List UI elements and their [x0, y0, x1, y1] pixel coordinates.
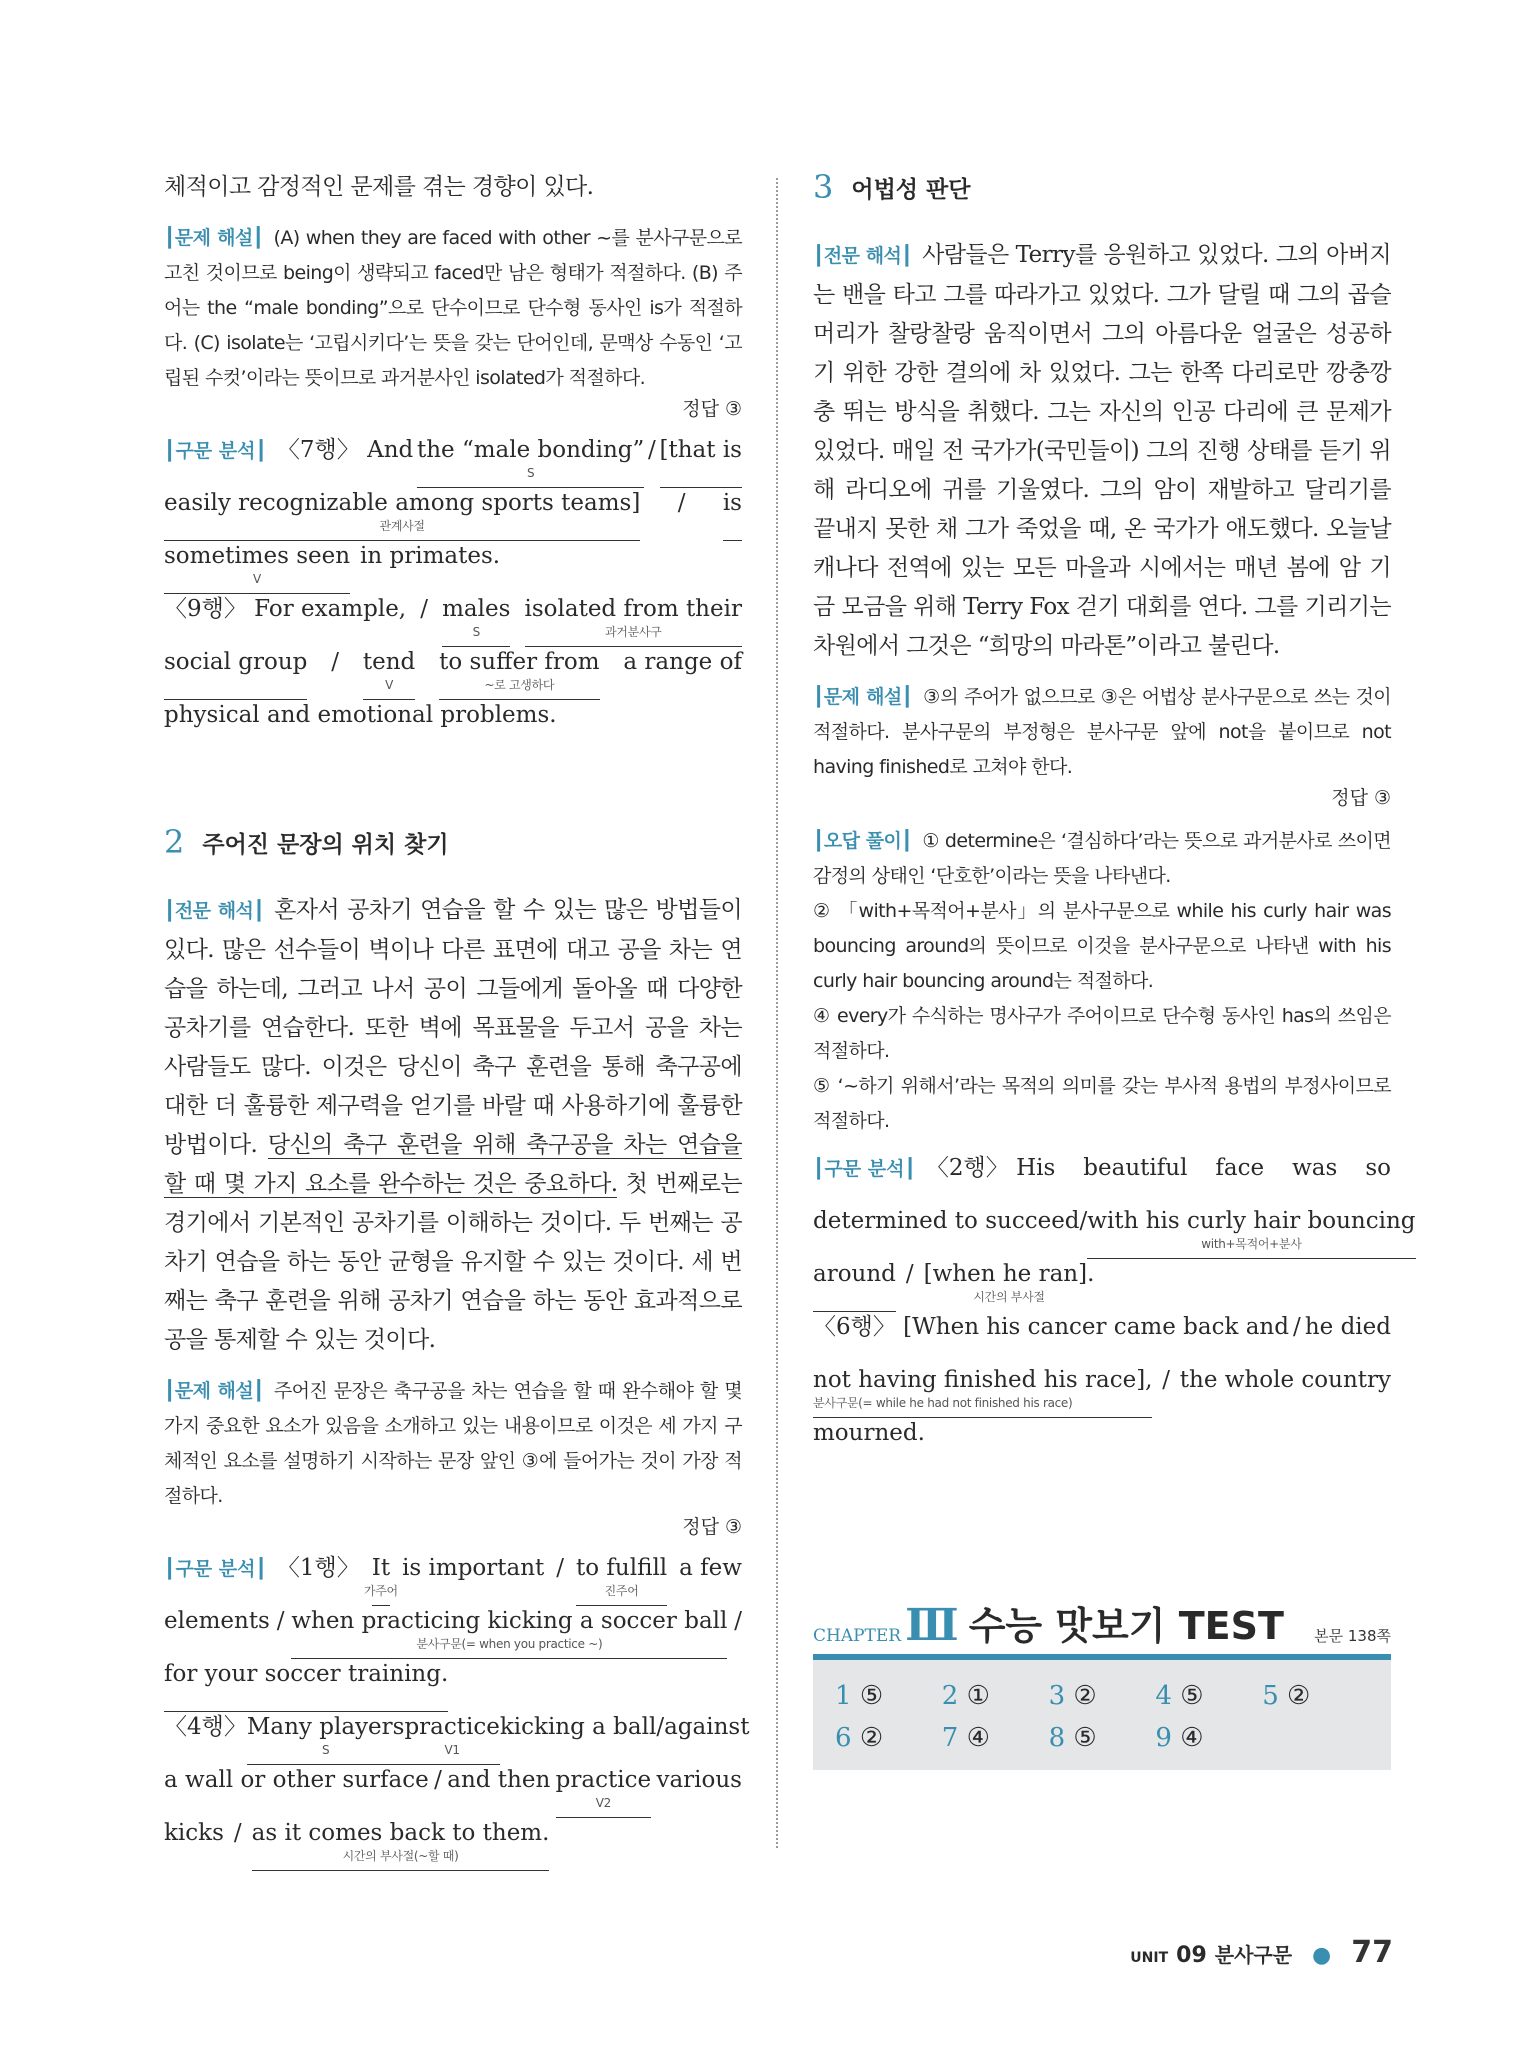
sec3-analysis — [813, 1153, 1416, 1456]
analysis-subject: males S — [442, 594, 510, 647]
page-footer — [1130, 1935, 1393, 1970]
grammar-note: 분사구문(= while he had not finished his race) — [813, 1396, 1073, 1410]
chapter-roman: Ⅲ — [905, 1600, 959, 1651]
grammar-note: 분사구문(= when you practice ~) — [416, 1637, 603, 1651]
analysis-word: the whole country — [1179, 1367, 1391, 1393]
section-number: 3 — [813, 168, 834, 206]
analysis-phrase: to suffer from ~로 고생하다 — [439, 647, 599, 700]
analysis-word: mourned. — [813, 1420, 925, 1446]
analysis-word: elements — [164, 1608, 270, 1634]
answer-grid — [813, 1660, 1391, 1770]
answer-value: ④ — [1180, 1723, 1204, 1753]
grammar-note: 시간의 부사절(~할 때) — [342, 1849, 459, 1863]
chapter-label: CHAPTER — [813, 1626, 902, 1646]
analysis-phrase: for your soccer training. — [164, 1659, 448, 1712]
answer-label: 정답 ③ — [682, 1516, 742, 1538]
slash: / — [434, 1767, 442, 1793]
line-ref: 〈4행〉 — [164, 1714, 247, 1740]
answer-cell — [1155, 1678, 1262, 1714]
grammar-note: S — [321, 1743, 330, 1757]
translation-text: 혼자서 공차기 연습을 할 수 있는 많은 방법들이 있다. 많은 선수들이 벽이나 다른 표면에 대고 공을 차는 연습을 하는데, 그러고 나서 공이 그들에게 돌아올 때 다양한 공차기를 연습한다. 또한 벽에 목표물을 두고서 공을 차는 사람들도 많다. 이것은 당신이 축구 훈련을 통해 축구공에 대한 더 훌륭한 제구력을 얻기를 바랄 때 사용하기에 훌륭한 방법이다. — [164, 897, 742, 1158]
answer-cell — [1155, 1720, 1262, 1756]
answer-value: ② — [859, 1723, 884, 1753]
page-number: 77 — [1351, 1935, 1393, 1970]
analysis-line — [164, 647, 742, 700]
analysis-line — [164, 1659, 742, 1712]
chapter-title: 수능 맛보기 TEST — [968, 1604, 1284, 1648]
sec3-explanation — [813, 680, 1391, 810]
answer-value: ⑤ — [859, 1681, 884, 1711]
slash: / — [1293, 1314, 1301, 1340]
answer-value: ④ — [966, 1723, 990, 1753]
analysis-clause: easily recognizable among sports teams] 관계사절 — [164, 488, 640, 541]
analysis-line — [813, 1153, 1391, 1206]
answer-cell — [1049, 1720, 1156, 1756]
slash: / — [331, 649, 339, 675]
analysis-line — [164, 1606, 742, 1659]
analysis-verb: is — [723, 488, 742, 541]
analysis-word: 〈6행〉 [When his cancer came back and — [813, 1314, 1289, 1340]
translation-text: 첫 번째로는 경기에서 기본적인 공차기를 이해하는 것이다. 두 번째는 공차기 연습을 하는 동안 균형을 유지할 수 있는 것이다. 세 번째는 축구 훈련을 위해 공차기 연습을 하는 동안 효과적으로 공을 통제할 수 있는 것이다. — [164, 1171, 742, 1353]
analysis-line — [164, 594, 742, 647]
analysis-word: 〈7행〉 And — [276, 437, 414, 463]
slash: / — [648, 437, 656, 463]
analysis-word: is important — [402, 1555, 545, 1581]
slash: / — [276, 1608, 285, 1634]
grammar-note: 관계사절 — [379, 519, 425, 533]
analysis-line — [164, 488, 742, 541]
answer-cell — [835, 1678, 942, 1714]
analysis-word: 〈9행〉 For example, — [164, 596, 407, 622]
translation-block — [164, 891, 742, 1360]
grammar-note: V — [253, 572, 261, 586]
section-2-header — [164, 823, 742, 861]
answer-value: ② — [1287, 1681, 1311, 1711]
answer-value: ① — [966, 1681, 990, 1711]
wrong-item: ⑤ ‘~하기 위해서’라는 목적의 의미를 갖는 부사적 용법의 부정사이므로 적절하다. — [813, 1075, 1391, 1132]
analysis-line — [164, 435, 742, 488]
answer-label: 정답 ③ — [682, 398, 742, 420]
footer-unit-label: UNIT — [1130, 1950, 1169, 1966]
grammar-note: 과거분사구 — [605, 625, 662, 639]
chapter-banner — [813, 1600, 1391, 1660]
analysis-word: was — [1292, 1155, 1338, 1181]
answer-number: 1 — [835, 1681, 852, 1711]
grammar-note: 가주어 — [363, 1584, 398, 1598]
answer-label: 정답 ③ — [1331, 787, 1391, 809]
analysis-word: and then — [447, 1767, 551, 1793]
grammar-note: V2 — [595, 1796, 611, 1810]
section-number: 2 — [164, 823, 185, 861]
answer-number: 3 — [1048, 1681, 1066, 1711]
analysis-verb: practice V2 — [556, 1765, 651, 1818]
analysis-word: physical and emotional problems. — [164, 702, 557, 728]
answer-number: 9 — [1155, 1723, 1172, 1753]
analysis-word: against — [664, 1714, 750, 1740]
intro-text: 체적이고 감정적인 문제를 겪는 경향이 있다. — [164, 174, 594, 200]
analysis-line — [813, 1418, 1391, 1456]
slash: / — [556, 1555, 565, 1581]
answer-value: ⑤ — [1180, 1681, 1204, 1711]
analysis-clause: as it comes back to them. 시간의 부사절(~할 때) — [252, 1818, 550, 1871]
answer-number: 7 — [941, 1723, 959, 1753]
translation-underlined: 당신의 축구 훈련을 위해 축구공을 차는 연습을 할 때 몇 가지 요소를 완수하는 것은 중요하다. — [164, 1132, 742, 1197]
answer-cell — [942, 1678, 1049, 1714]
slash: / — [734, 1608, 742, 1634]
q1-explanation — [164, 221, 742, 421]
analysis-word: determined to succeed — [813, 1208, 1080, 1234]
tag-analysis: ┃구문 분석┃ — [164, 440, 267, 462]
analysis-word: so — [1365, 1155, 1391, 1181]
analysis-line — [813, 1312, 1391, 1365]
tag-translation: ┃전문 해석┃ — [164, 900, 265, 922]
analysis-word: various — [656, 1767, 742, 1793]
slash: / — [233, 1820, 242, 1846]
analysis-line — [164, 700, 742, 753]
answer-value: ② — [1073, 1681, 1097, 1711]
wrong-item: ① determine은 ‘결심하다’라는 뜻으로 과거분사로 쓰이면 감정의 상태인 ‘단호한’이라는 뜻을 나타낸다. — [813, 830, 1391, 887]
analysis-subject: the “male bonding” S — [417, 435, 644, 488]
analysis-word: beautiful — [1083, 1155, 1188, 1181]
section-title: 어법성 판단 — [851, 176, 971, 203]
analysis-clause: [that is — [660, 435, 742, 488]
footer-dot-icon: ● — [1312, 1943, 1332, 1968]
left-column — [164, 168, 750, 1871]
q1-analysis — [164, 435, 742, 753]
analysis-verb: practice V1 — [404, 1712, 499, 1765]
section-3-header — [813, 168, 1391, 206]
tag-explain: ┃문제 해설┃ — [164, 227, 264, 249]
answer-number: 8 — [1048, 1723, 1066, 1753]
grammar-note: V — [385, 678, 393, 692]
chapter-reference: 본문 138쪽 — [1314, 1627, 1391, 1645]
explain-text: 주어진 문장은 축구공을 차는 연습을 할 때 완수해야 할 몇 가지 중요한 요소가 있음을 소개하고 있는 내용이므로 이것은 세 가지 구체적인 요소를 설명하기 시작하는 문장 앞인 ③에 들어가는 것이 가장 적절하다. — [164, 1380, 742, 1507]
analysis-clause: [when he ran]. 시간의 부사절 — [923, 1261, 1095, 1304]
answer-number: 4 — [1155, 1681, 1172, 1711]
grammar-note: 진주어 — [604, 1584, 639, 1598]
analysis-line — [164, 541, 742, 594]
grammar-note: V1 — [444, 1743, 460, 1757]
tag-explain: ┃문제 해설┃ — [164, 1380, 264, 1402]
sec2-explanation — [164, 1374, 742, 1539]
grammar-note: with+목적어+분사 — [1201, 1237, 1302, 1251]
footer-unit-number: 09 — [1176, 1943, 1207, 1968]
analysis-phrase: not having finished his race], 분사구문(= while he had not finished his race) — [813, 1365, 1152, 1418]
analysis-line — [164, 1712, 750, 1765]
analysis-phrase: social group — [164, 647, 307, 700]
tag-analysis: ┃구문 분석┃ — [164, 1558, 267, 1580]
analysis-phrase: isolated from their 과거분사구 — [525, 594, 742, 647]
explain-text: (A) when they are faced with other ~를 분사구문으로 고친 것이므로 being이 생략되고 faced만 남은 형태가 적절하다. (B) 주어는 the “male bonding”으로 단수이므로 단수형 동사인 is가 적절하다. (C) isolate는 ‘고립시키다’는 뜻을 갖는 단어인데, 문맥상 수동인 ‘고립된 수컷’이라는 뜻이므로 과거분사인 isolated가 적절하다. — [164, 227, 742, 389]
footer-unit-title: 분사구문 — [1214, 1943, 1293, 1967]
analysis-verb: sometimes seen V — [164, 541, 350, 594]
translation-block — [813, 236, 1391, 666]
tag-wrong: ┃오답 풀이┃ — [813, 830, 913, 852]
analysis-word: a few — [679, 1555, 742, 1581]
analysis-word: face — [1215, 1155, 1265, 1181]
answer-cell — [1262, 1678, 1369, 1714]
answer-number: 6 — [835, 1723, 852, 1753]
analysis-line — [813, 1206, 1416, 1259]
grammar-note: S — [472, 625, 480, 639]
sec3-wrong-answers — [813, 824, 1391, 1139]
analysis-word: a range of — [623, 649, 742, 675]
answer-number: 2 — [941, 1681, 959, 1711]
analysis-phrase: with his curly hair bouncing with+목적어+분사 — [1087, 1206, 1415, 1259]
tag-explain: ┃문제 해설┃ — [813, 686, 913, 708]
slash: / — [1162, 1367, 1171, 1393]
slash: / — [420, 596, 428, 622]
answer-value: ⑤ — [1073, 1723, 1097, 1753]
right-column — [813, 168, 1416, 1770]
analysis-subject: Many players S — [247, 1712, 405, 1765]
analysis-word: in primates. — [360, 543, 501, 569]
sec2-analysis — [164, 1553, 750, 1871]
analysis-line — [164, 1765, 742, 1818]
slash: / — [1079, 1208, 1088, 1234]
answer-cell — [1049, 1678, 1156, 1714]
analysis-word: a wall or other surface — [164, 1767, 429, 1793]
answer-cell — [942, 1720, 1049, 1756]
analysis-line — [164, 1818, 742, 1871]
analysis-subject: It 가주어 — [372, 1553, 390, 1606]
grammar-note: 시간의 부사절 — [973, 1290, 1045, 1304]
analysis-verb: tend V — [363, 647, 415, 700]
wrong-item: ② 「with+목적어+분사」의 분사구문으로 while his curly hair was bouncing around의 뜻이므로 이것을 분사구문으로 나타낸 with his curly hair bouncing around는 적절하다. — [813, 900, 1391, 992]
answer-number: 5 — [1262, 1681, 1279, 1711]
analysis-line — [813, 1259, 1391, 1312]
analysis-line — [813, 1365, 1391, 1418]
slash: / — [677, 490, 686, 516]
analysis-line — [164, 1553, 742, 1606]
column-divider — [776, 178, 778, 1848]
analysis-phrase: when practicing kicking a soccer ball 분사구문(= when you practice ~) — [291, 1606, 727, 1659]
analysis-word: he died — [1304, 1314, 1391, 1340]
slash: / — [905, 1261, 914, 1287]
explain-text: ③의 주어가 없으므로 ③은 어법상 분사구문으로 쓰는 것이 적절하다. 분사구문의 부정형은 분사구문 앞에 not을 붙이므로 not having finished로 고쳐야 한다. — [813, 686, 1391, 778]
answer-cell — [835, 1720, 942, 1756]
analysis-word: kicking a ball — [499, 1714, 657, 1740]
slash: / — [656, 1714, 665, 1740]
analysis-phrase: around — [813, 1259, 896, 1312]
analysis-phrase: to fulfill 진주어 — [576, 1553, 667, 1606]
section-title: 주어진 문장의 위치 찾기 — [202, 831, 449, 858]
line-ref: 〈1행〉 — [276, 1555, 360, 1581]
tag-translation: ┃전문 해석┃ — [813, 245, 913, 267]
wrong-item: ④ every가 수식하는 명사구가 주어이므로 단수형 동사인 has의 쓰임은 적절하다. — [813, 1005, 1391, 1062]
analysis-word: kicks — [164, 1820, 224, 1846]
translation-text: 사람들은 Terry를 응원하고 있었다. 그의 아버지는 밴을 타고 그를 따라가고 있었다. 그가 달릴 때 그의 곱슬머리가 찰랑찰랑 움직이면서 그의 아름다운 얼굴은 성공하기 위한 강한 결의에 차 있었다. 그는 한쪽 다리로만 깡충깡충 뛰는 방식을 취했다. 그는 자신의 인공 다리에 큰 문제가 있었다. 매일 전 국가가(국민들이) 그의 진행 상태를 듣기 위해 라디오에 귀를 기울였다. 그의 암이 재발하고 달리기를 끝내지 못한 채 그가 죽었을 때, 온 국가가 애도했다. 오늘날 캐나다 전역에 있는 모든 마을과 시에서는 매년 봄에 암 기금 모금을 위해 Terry Fox 걷기 대회를 연다. 그를 기리기는 차원에서 그것은 “희망의 마라톤”이라고 불린다. — [813, 242, 1391, 659]
grammar-note: ~로 고생하다 — [484, 678, 555, 692]
grammar-note: S — [526, 466, 535, 480]
analysis-word: 〈2행〉 His — [925, 1155, 1056, 1181]
tag-analysis: ┃구문 분석┃ — [813, 1158, 916, 1180]
